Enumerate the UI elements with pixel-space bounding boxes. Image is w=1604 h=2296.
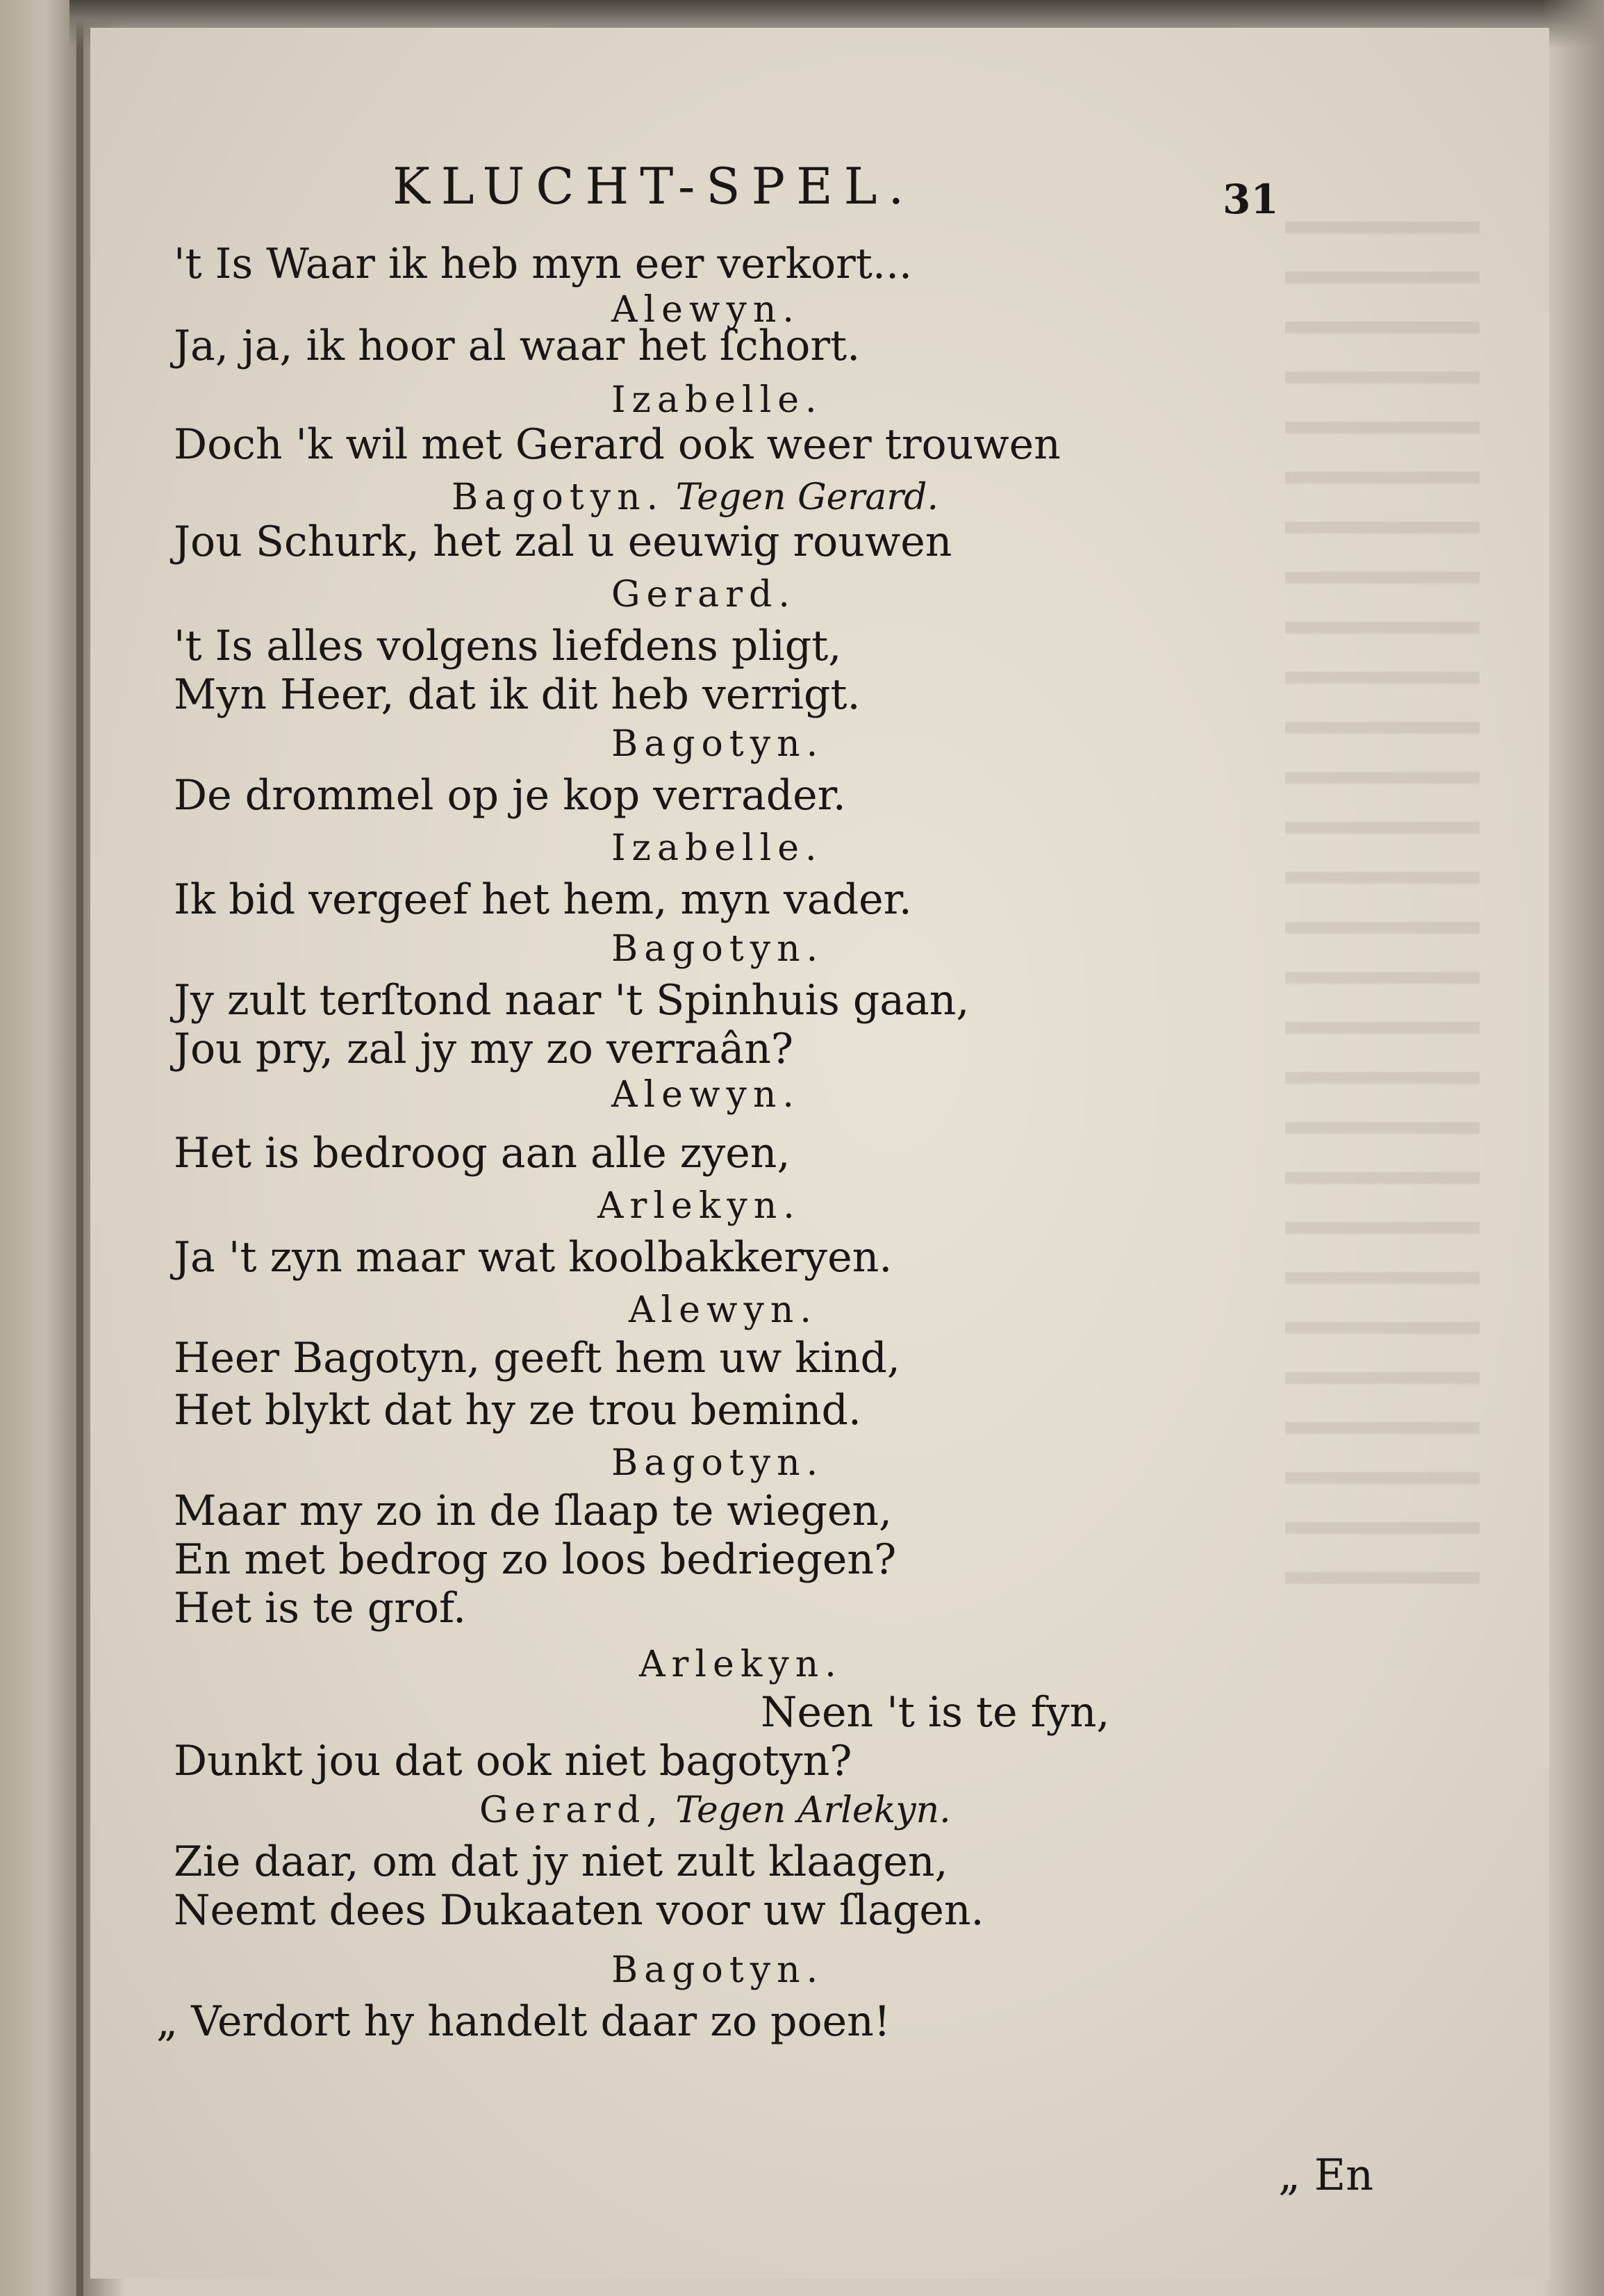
speaker-name [611, 827, 823, 869]
speaker-name [629, 1289, 818, 1331]
verse-line [174, 1386, 861, 1435]
verse-line [174, 1584, 467, 1633]
verse-text: Neemt dees Dukaaten voor uw ſlagen. [174, 1886, 984, 1935]
speaker-label: Alewyn. [629, 1289, 818, 1331]
speaker-name [611, 928, 825, 970]
verse-line [174, 240, 913, 288]
facing-page-edge [0, 0, 83, 2296]
verse-line [174, 322, 861, 370]
verse-text: 't Is Waar ik heb myn eer verkort... [174, 240, 913, 288]
verse-line [174, 518, 952, 566]
verse-line [174, 875, 912, 924]
speaker-name [611, 1442, 825, 1484]
verse-line [156, 1997, 891, 2046]
verse-text: Jy zult terſtond naar 't Spinhuis gaan, [174, 976, 970, 1025]
verse-text: „ Verdort hy handelt daar zo poen! [156, 1997, 891, 2046]
verse-text: Jou pry, zal jy my zo verraân? [174, 1025, 794, 1073]
speaker-label: Bagotyn. [452, 477, 665, 518]
verse-text: Neen 't is te fyn, [761, 1688, 1110, 1737]
verse-text: Zie daar, om dat jy niet zult klaagen, [174, 1837, 948, 1886]
speaker-label: Arlekyn. [639, 1644, 843, 1685]
running-head: KLUCHT-SPEL. [392, 157, 916, 215]
verse-text: Myn Heer, dat ik dit heb verrigt. [174, 670, 861, 719]
verse-line [174, 1334, 900, 1382]
speaker-label: Izabelle. [611, 827, 823, 869]
verse-line [174, 1129, 791, 1178]
verse-line [174, 1025, 794, 1073]
verse-text: Het is te grof. [174, 1584, 467, 1633]
verse-text: Heer Bagotyn, geeft hem uw kind, [174, 1334, 900, 1382]
verse-text: Jou Schurk, het zal u eeuwig rouwen [174, 518, 952, 566]
speaker-label: Bagotyn. [611, 1949, 825, 1991]
verse-line [174, 1233, 893, 1282]
speaker-label: Arlekyn. [597, 1185, 801, 1227]
speaker-label: Bagotyn. [611, 1442, 825, 1484]
speaker-label: Gerard. [611, 574, 796, 616]
speaker-name [611, 574, 796, 616]
speaker-name [479, 1790, 951, 1831]
verse-text: De drommel op je kop verrader. [174, 771, 846, 820]
speaker-name [639, 1646, 843, 1683]
speaker-label: Bagotyn. [611, 928, 825, 970]
speaker-name [452, 477, 939, 518]
stage-direction: Tegen Arlekyn. [663, 1790, 951, 1831]
speaker-name [597, 1185, 801, 1227]
verse-text: En met bedrog zo loos bedriegen? [174, 1535, 897, 1584]
verse-line [761, 1688, 1110, 1737]
verse-text: Maar my zo in de ſlaap te wiegen, [174, 1487, 893, 1535]
speaker-name [611, 1074, 800, 1116]
verse-line [174, 976, 970, 1025]
verse-line [174, 771, 846, 820]
speaker-label: Alewyn. [611, 289, 800, 331]
verse-line [174, 1737, 852, 1785]
verse-text: Ik bid vergeef het hem, myn vader. [174, 875, 912, 924]
speaker-label: Izabelle. [611, 379, 823, 421]
verse-line [174, 420, 1061, 469]
speaker-name [611, 1949, 825, 1991]
verse-text: Ja, ja, ik hoor al waar het ſchort. [174, 322, 861, 370]
speaker-label: Alewyn. [611, 1074, 800, 1116]
stage-direction: Tegen Gerard. [664, 477, 939, 518]
verse-line [174, 1886, 984, 1935]
verse-text: Ja 't zyn maar wat koolbakkeryen. [174, 1233, 893, 1282]
verse-text: Dunkt jou dat ook niet bagotyn? [174, 1737, 852, 1785]
verse-line [174, 1535, 897, 1584]
verse-line [174, 622, 842, 670]
verse-line [174, 1487, 893, 1535]
verse-text: Doch 'k wil met Gerard ook weer trouwen [174, 420, 1061, 469]
verse-text: Het blykt dat hy ze trou bemind. [174, 1386, 861, 1435]
speaker-label: Gerard, [479, 1790, 664, 1831]
page-number: 31 [1223, 176, 1279, 223]
verse-line [174, 670, 861, 719]
speaker-label: Bagotyn. [611, 723, 825, 765]
verse-line [174, 1837, 948, 1886]
show-through-text [1285, 195, 1480, 1584]
speaker-name [611, 723, 825, 765]
right-page-edge [1541, 0, 1604, 2296]
speaker-name [611, 379, 823, 421]
catchword: „ En [1278, 2149, 1374, 2200]
verse-text: Het is bedroog aan alle zyen, [174, 1129, 791, 1178]
verse-text: 't Is alles volgens liefdens pligt, [174, 622, 842, 670]
